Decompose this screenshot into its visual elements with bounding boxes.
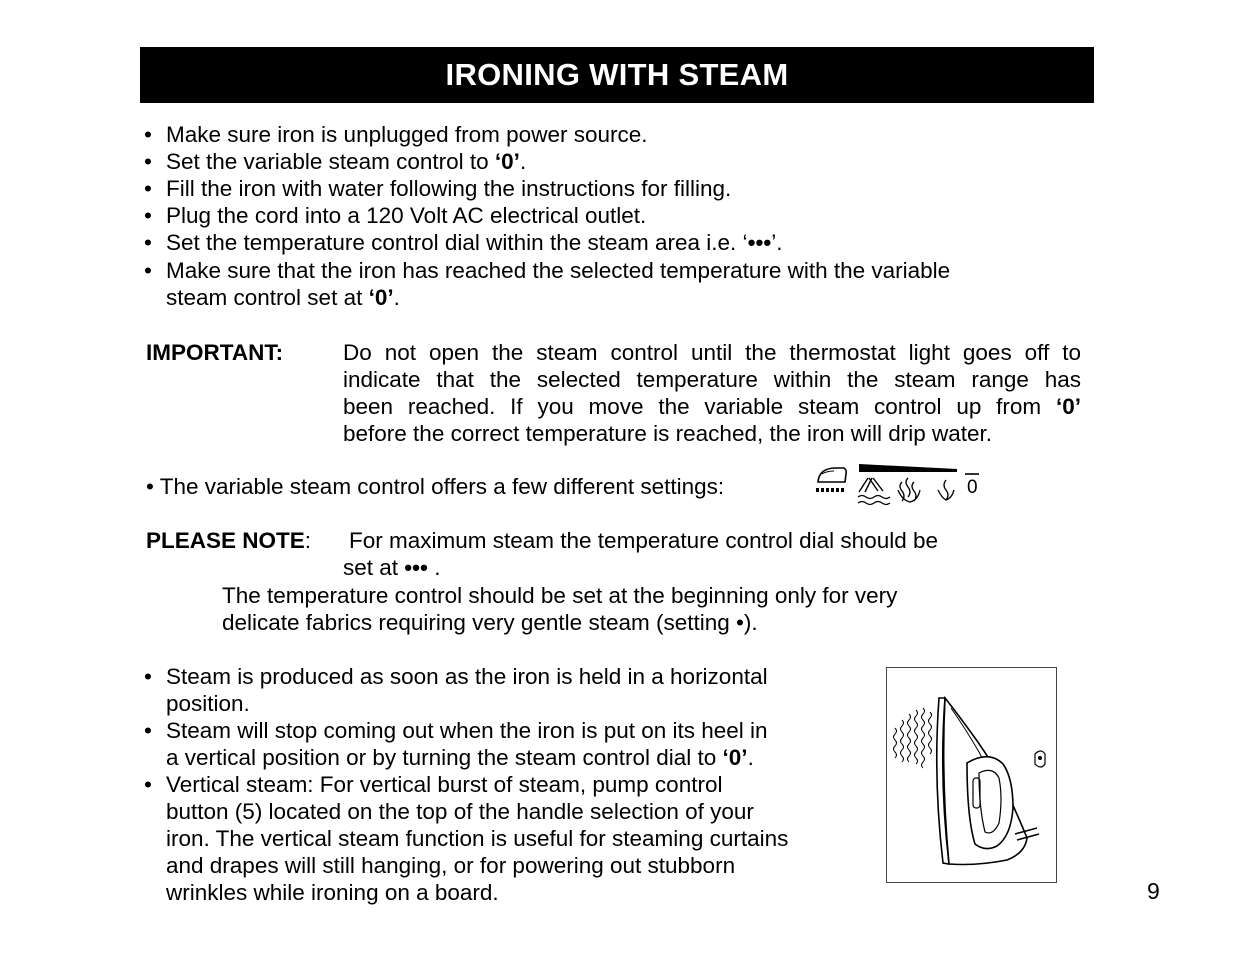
step-text-continued: steam control set at ‘0’. — [166, 285, 400, 310]
title-bar — [140, 47, 1094, 103]
bullet: • — [144, 258, 152, 283]
bullet: • — [144, 122, 152, 147]
steam-text-continued: a vertical position or by turning the steam control dial to ‘0’. — [166, 745, 754, 770]
please-note-text: delicate fabrics requiring very gentle steam (setting •). — [222, 610, 758, 635]
bullet: • — [144, 149, 152, 174]
list-item — [144, 663, 768, 690]
please-note-text: For maximum steam the temperature control dial should be — [349, 528, 939, 553]
steam-text-continued: wrinkles while ironing on a board. — [166, 880, 499, 905]
please-note-text: The temperature control should be set at the beginning only for very — [222, 583, 898, 608]
bullet: • — [144, 772, 152, 797]
step-text: Make sure iron is unplugged from power source. — [166, 122, 648, 147]
bullet: • — [144, 176, 152, 201]
please-note-line: PLEASE NOTE: — [146, 528, 312, 553]
settings-line: • The variable steam control offers a few different settings: — [146, 474, 725, 499]
list-item — [144, 257, 951, 284]
step-text: Make sure that the iron has reached the selected temperature with the variable — [166, 258, 951, 283]
settings-zero-label: 0 — [967, 477, 978, 498]
steam-text: Steam is produced as soon as the iron is held in a horizontal — [166, 664, 768, 689]
bullet: • — [144, 230, 152, 255]
list-item — [144, 229, 783, 256]
step-text: Fill the iron with water following the instructions for filling. — [166, 176, 732, 201]
steam-text: Vertical steam: For vertical burst of steam, pump control — [166, 772, 723, 797]
steam-settings-scale-icon — [812, 460, 987, 510]
list-item — [144, 121, 648, 148]
step-text: Plug the cord into a 120 Volt AC electrical outlet. — [166, 203, 647, 228]
vertical-steam-iron-icon — [887, 668, 1055, 881]
page-title: IRONING WITH STEAM — [445, 57, 789, 92]
iron-illustration-frame — [886, 667, 1057, 883]
please-note-text: set at ••• . — [343, 555, 441, 580]
step-text: Set the variable steam control to ‘0’. — [166, 149, 527, 174]
steam-text-continued: button (5) located on the top of the handle selection of your — [166, 799, 754, 824]
steam-text-continued: iron. The vertical steam function is useful for steaming curtains — [166, 826, 789, 851]
list-item — [144, 148, 527, 175]
bullet: • — [144, 718, 152, 743]
list-item — [144, 717, 768, 744]
important-text: Do not open the steam control until the thermostat light goes off to indicate that the selected temperature within the steam range has been reached. If you move the variable steam control up from ‘0’ before the correct temperature is reached, the iron will drip water. — [343, 340, 1081, 446]
bullet: • — [144, 664, 152, 689]
page-number: 9 — [1147, 878, 1160, 904]
list-item — [144, 175, 732, 202]
step-text: Set the temperature control dial within the steam area i.e. ‘•••’. — [166, 230, 783, 255]
steam-text-continued: and drapes will still hanging, or for powering out stubborn — [166, 853, 736, 878]
important-label: IMPORTANT: — [146, 340, 284, 365]
list-item — [144, 771, 723, 798]
bullet: • — [144, 203, 152, 228]
please-note-label: PLEASE NOTE — [146, 528, 305, 553]
steam-text: Steam will stop coming out when the iron is put on its heel in — [166, 718, 768, 743]
list-item — [144, 202, 647, 229]
steam-text-continued: position. — [166, 691, 250, 716]
